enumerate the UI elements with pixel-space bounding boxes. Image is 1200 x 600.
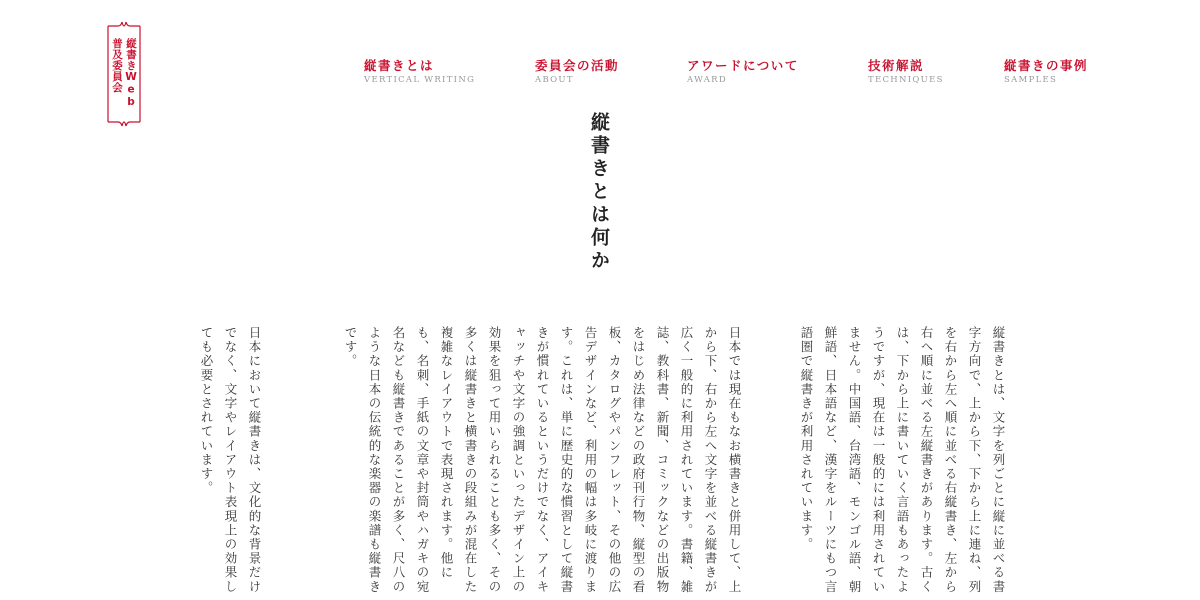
nav-item-label: 技術解説 [868, 58, 925, 73]
nav-item-sublabel: TECHNIQUES [868, 75, 944, 85]
nav-item-label: アワードについて [687, 58, 799, 73]
logo-line-2: 普及委員会 [111, 38, 123, 93]
nav-item-label: 縦書きの事例 [1004, 58, 1089, 73]
nav-item-sublabel: SAMPLES [1004, 75, 1058, 85]
nav-item-vertical-writing[interactable] [364, 58, 475, 86]
nav-item-about[interactable] [535, 58, 619, 86]
nav-item-techniques[interactable] [868, 58, 944, 86]
nav-item-award[interactable] [687, 58, 799, 86]
nav-item-label: 委員会の活動 [535, 58, 620, 73]
nav-item-label: 縦書きとは [364, 58, 435, 73]
paragraph-1: 縦書きとは、文字を列ごとに縦に並べる書字方向で、上から下、下から上に連ね、列を右から左へ順に並べる右縦書き、左から右へ順に並べる左縦書きがあります。古くは、下から上に書いていく言語もあったようですが、現在は一般的には利用されていません。中国語、台湾語、モンゴル語、朝鮮語、日本語など、漢字をルーツにもつ言語圏で縦書きが利用されています。 [799, 326, 1006, 594]
logo-line-1: 縦書きWeb [125, 38, 137, 109]
paragraph-3: 日本において縦書きは、文化的な背景だけでなく、文字やレイアウト表現上の効果しても必要とされています。 [199, 326, 262, 594]
nav-item-sublabel: ABOUT [535, 75, 574, 85]
main-nav [0, 58, 1200, 98]
paragraph-2: 日本では現在もなお横書きと併用して、上から下、右から左へ文字を並べる縦書きが広く一般的に利用されています。書籍、雑誌、教科書、新聞、コミックなどの出版物をはじめ法律などの政府刊行物、縦型の看板、カタログやパンフレット、その他の広告デザインなど、利用の幅は多岐に渡ります。これは、単に歴史的な慣習として縦書きが慣れているというだけでなく、アイキャッチや文字の強調といったデザイン上の効果を狙って用いられることも多く、その多くは縦書きと横書きの段組みが混在した複雑なレイアウトで表現されます。他にも、名刺、手紙の文章や封筒やハガキの宛名なども縦書きであることが多く、尺八のような日本の伝統的な楽器の楽譜も縦書きです。 [343, 326, 742, 594]
nav-item-sublabel: AWARD [687, 75, 727, 85]
nav-item-samples[interactable] [1004, 58, 1088, 86]
nav-item-sublabel: VERTICAL WRITING [364, 75, 476, 85]
page-title: 縦書きとは何か [588, 112, 610, 273]
